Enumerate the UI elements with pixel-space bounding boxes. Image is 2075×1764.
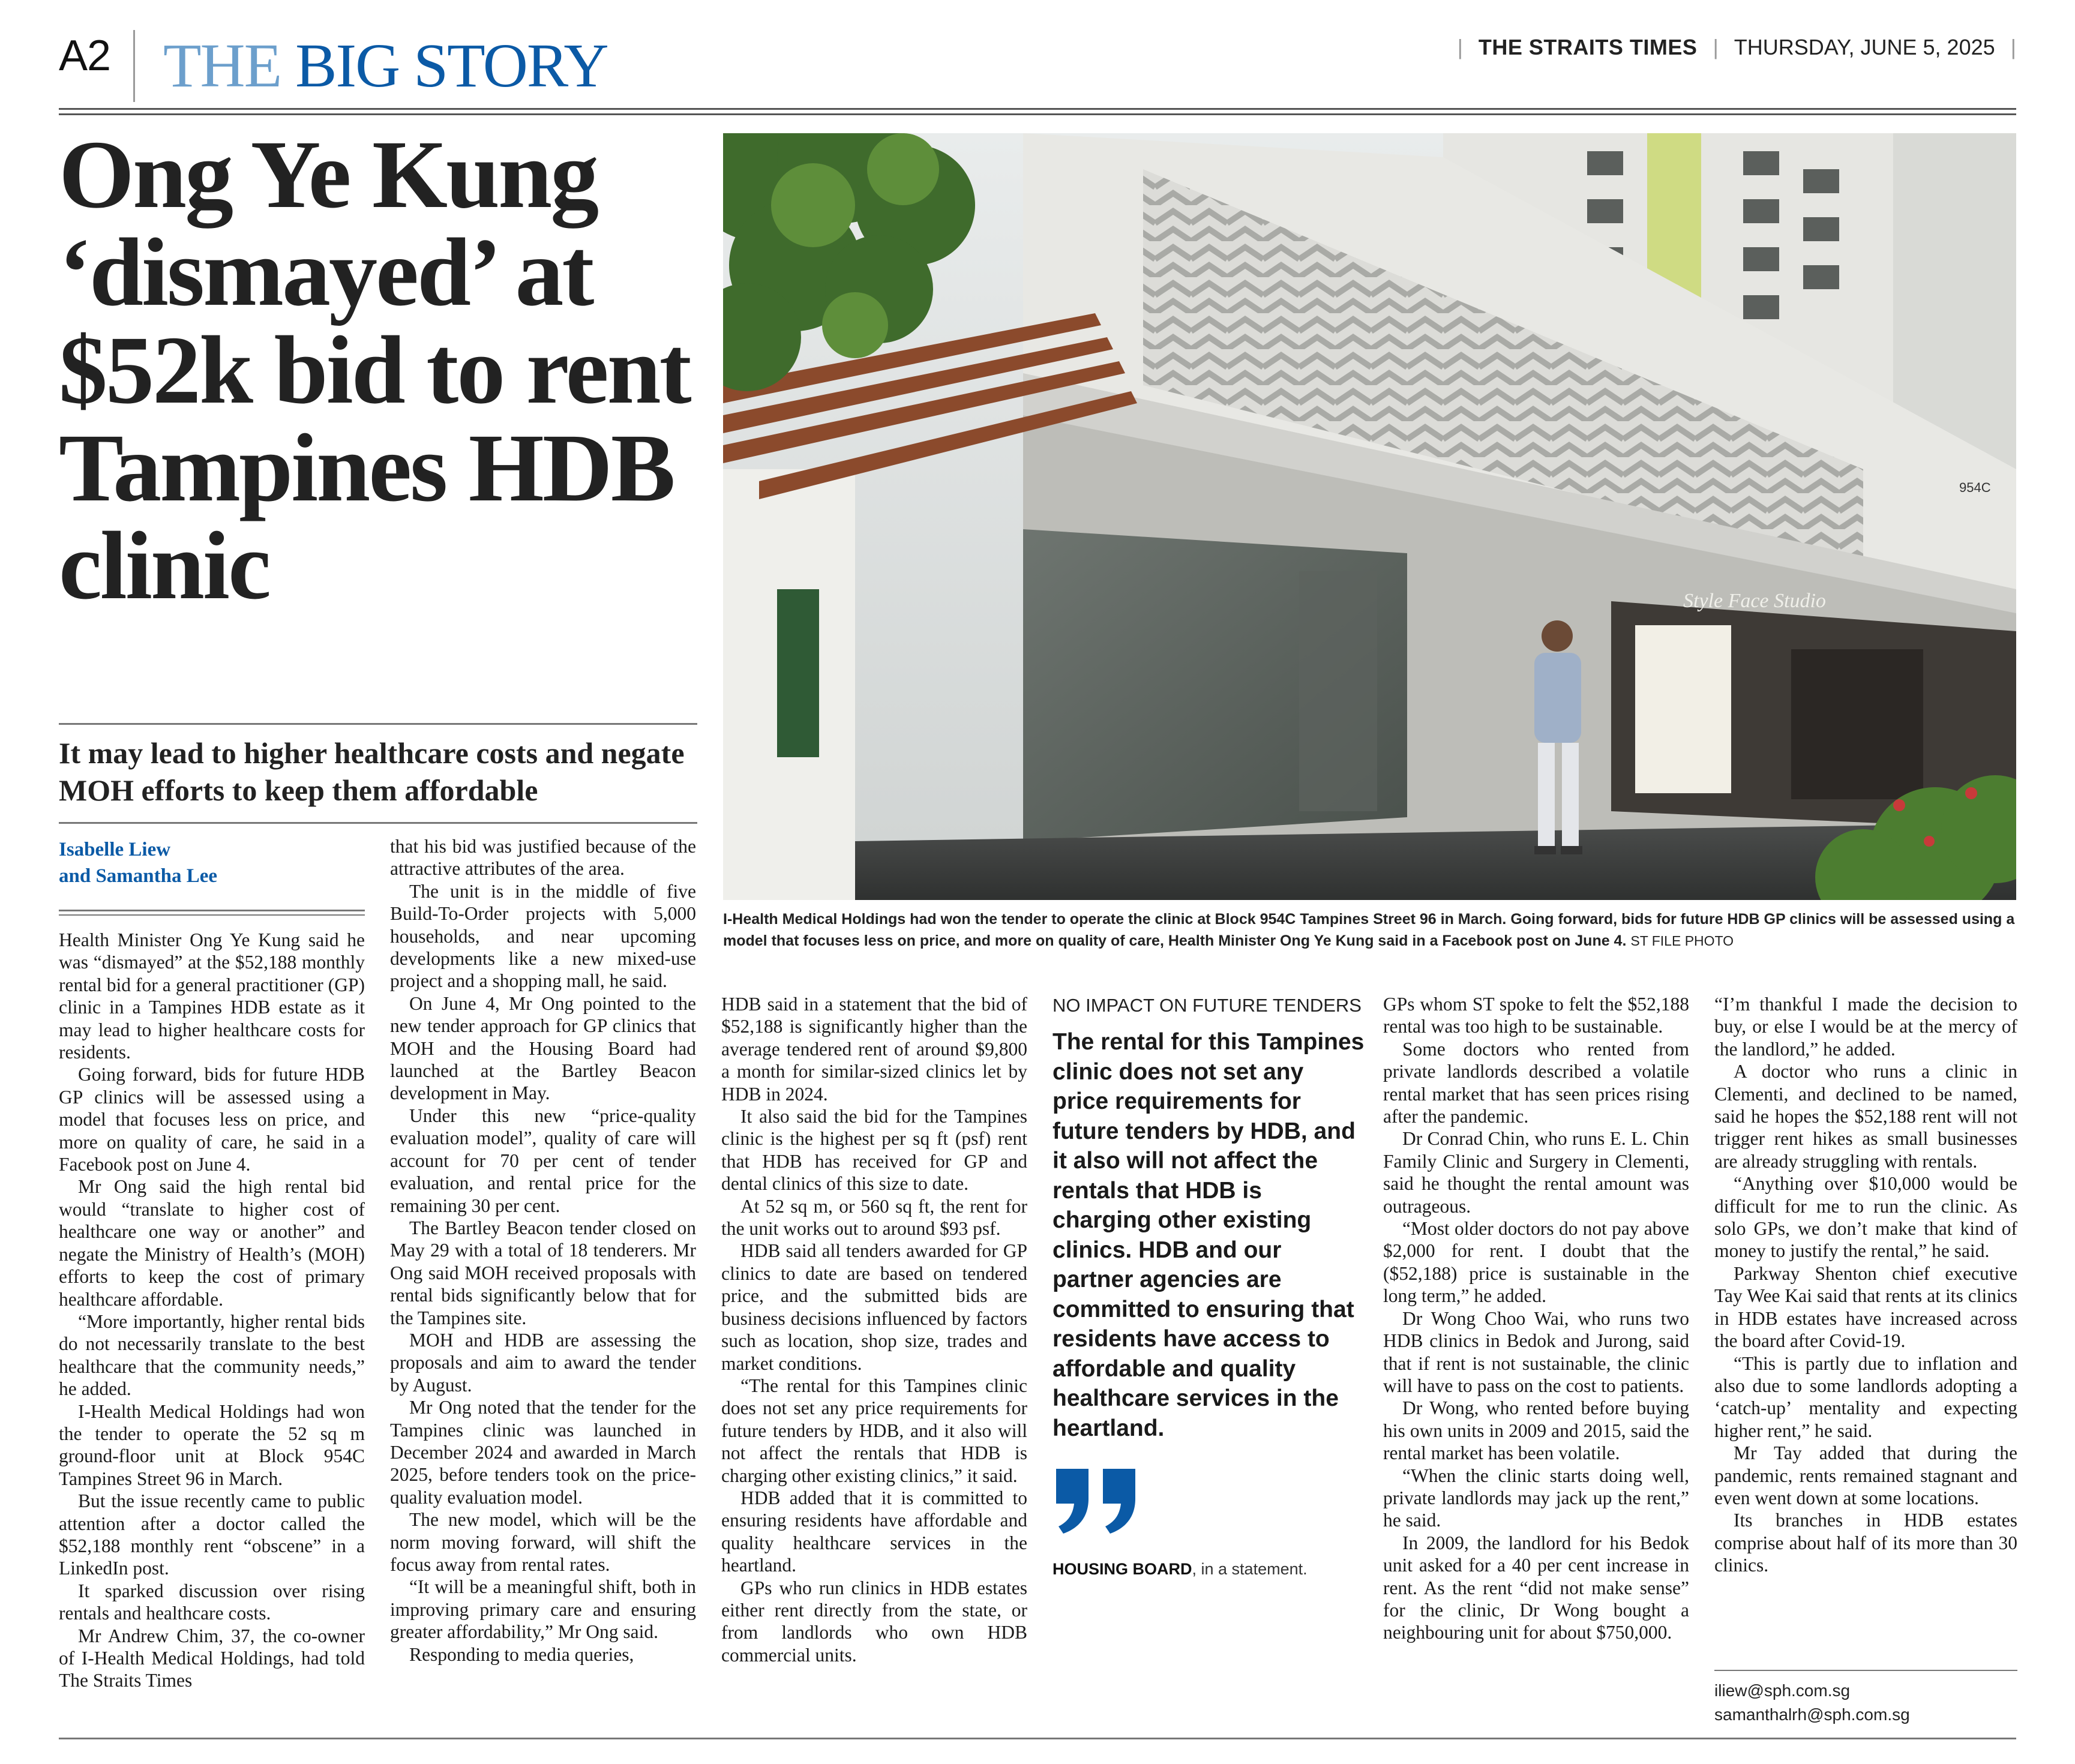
block-sign: 954C: [1959, 480, 1991, 495]
paragraph: that his bid was justified because of the attractive attributes of the area.: [390, 836, 696, 880]
quote-mark-left: [1056, 1469, 1089, 1534]
paragraph: Dr Wong Choo Wai, who runs two HDB clinics in Bedok and Jurong, said that if rent is not sustainable, the clinic will have to pass on the cost to patients.: [1383, 1307, 1689, 1396]
paragraph: HDB said all tenders awarded for GP clinics to date are based on tendered price, and the submitted bids are business decisions influenced by factors such as location, shop size, trades and market conditions.: [721, 1240, 1027, 1374]
pullquote-text: The rental for this Tampines clinic does not set any price requirements for future tenders by HDB, and it also will not affect the rentals that HDB is charging other existing clinics. HDB and our partner agencies are committed to ensuring that residents have access to affordable and quality healthcare services in the heartland.: [1053, 1029, 1365, 1441]
quote-mark-icon: [1051, 1464, 1141, 1536]
paragraph: “I’m thankful I made the decision to buy, or else I would be at the mercy of the landlord,” he added.: [1714, 994, 2017, 1060]
paragraph: Mr Ong said the high rental bid would “translate to higher cost of healthcare one way or another” and negate the Ministry of Health’s (MOH) efforts to keep the cost of primary healthcare affordable.: [59, 1176, 365, 1310]
byline-author-1: Isabelle Liew: [59, 839, 171, 860]
article-column-3: [721, 993, 1027, 1666]
paragraph: “It will be a meaningful shift, both in improving primary care and ensuring greater affordability,” Mr Ong said.: [390, 1576, 696, 1643]
paragraph: Parkway Shenton chief executive Tay Wee Kai said that rents at its clinics in HDB estates have increased across the board after Covid-19.: [1714, 1262, 2017, 1352]
paragraph: On June 4, Mr Ong pointed to the new tender approach for GP clinics that MOH and the Housing Board had launched at the Bartley Beacon development in May.: [390, 992, 696, 1104]
paragraph: Health Minister Ong Ye Kung said he was “dismayed” at the $52,188 monthly rental bid for a general practitioner (GP) clinic in a Tampines HDB estate as it may lead to higher healthcare costs for residents.: [59, 929, 365, 1063]
paragraph: But the issue recently came to public attention after a doctor called the $52,188 monthly rent “obscene” in a LinkedIn post.: [59, 1490, 365, 1579]
author-emails: [1714, 1679, 1910, 1727]
section-prefix: THE: [163, 31, 296, 100]
article-photo: [723, 133, 2016, 900]
shop-sign: Style Face Studio: [1683, 590, 1826, 612]
section-name: BIG STORY: [295, 31, 608, 100]
byline-author-2: and Samantha Lee: [59, 865, 218, 887]
email-rule: [1714, 1670, 2017, 1671]
byline-rule: [59, 910, 365, 916]
email-link[interactable]: samanthalrh@sph.com.sg: [1714, 1705, 1910, 1724]
paragraph: Dr Wong, who rented before buying his own units in 2009 and 2015, said the rental market has been volatile.: [1383, 1397, 1689, 1464]
paragraph: “The rental for this Tampines clinic does not set any price requirements for future tenders by HDB, and it also will not affect the rentals that HDB is charging other existing clinics,” it said.: [721, 1375, 1027, 1486]
paragraph: The Bartley Beacon tender closed on May 29 with a total of 18 tenderers. Mr Ong said MOH received proposals with rental bids significantly below that for the Tampines site.: [390, 1217, 696, 1328]
publication-name: THE STRAITS TIMES: [1478, 35, 1698, 59]
paragraph: It also said the bid for the Tampines clinic is the highest per sq ft (psf) rent that HDB has received for GP and dental clinics of this size to date.: [721, 1106, 1027, 1195]
paragraph: MOH and HDB are assessing the proposals and aim to award the tender by August.: [390, 1329, 696, 1396]
paragraph: The unit is in the middle of five Build-To-Order projects with 5,000 households, and near upcoming developments like a new mixed-use project and a shopping mall, he said.: [390, 880, 696, 992]
paragraph: In 2009, the landlord for his Bedok unit asked for a 40 per cent increase in rent. As the rent “did not make sense” for the clinic, Dr Wong bought a neighbouring unit for about $750,000.: [1383, 1532, 1689, 1643]
footer-rule: [59, 1738, 2016, 1739]
paragraph: A doctor who runs a clinic in Clementi, and declined to be named, said he hopes the $52,188 rent will not trigger rent hikes as small businesses are already struggling with rentals.: [1714, 1061, 2017, 1172]
pullquote-attribution: [1053, 1560, 1308, 1579]
deck-rule-top: [59, 723, 697, 725]
article-column-2: [390, 835, 696, 1666]
paragraph: “Most older doctors do not pay above $2,000 for rent. I doubt that the ($52,188) price is sustainable in the long term,” he added.: [1383, 1218, 1689, 1307]
photo-caption: [723, 908, 2016, 952]
page-digit: 2: [87, 32, 111, 80]
masthead: [1458, 35, 2016, 60]
masthead-separator: |: [1713, 35, 1719, 59]
paragraph: At 52 sq m, or 560 sq ft, the rent for the unit works out to around $93 psf.: [721, 1195, 1027, 1240]
paragraph: “This is partly due to inflation and also due to some landlords adopting a ‘catch-up’ mentality and expecting higher rent,” he said.: [1714, 1352, 2017, 1441]
headline: Ong Ye Kung ‘dismayed’ at $52k bid to rent Tampines HDB clinic: [59, 121, 690, 620]
paragraph: GPs whom ST spoke to felt the $52,188 rental was too high to be sustainable.: [1383, 994, 1689, 1037]
paragraph: I-Health Medical Holdings had won the tender to operate the 52 sq m ground-floor unit at Block 954C Tampines Street 96 in March.: [59, 1400, 365, 1489]
article-column-1: [59, 929, 365, 1692]
paragraph: Some doctors who rented from private landlords described a volatile rental market that has seen prices rising after the pandemic.: [1383, 1038, 1689, 1127]
page-letter: A: [59, 32, 88, 80]
byline: [59, 836, 217, 889]
masthead-separator: |: [2010, 35, 2016, 59]
article-column-6: [1714, 993, 2017, 1577]
page-number: [59, 31, 110, 80]
article-column-5: [1383, 993, 1689, 1644]
paragraph: Going forward, bids for future HDB GP clinics will be assessed using a model that focuses less on price, and more on quality of care, he said in a Facebook post on June 4.: [59, 1064, 365, 1175]
paragraph: HDB added that it is committed to ensuring residents have affordable and quality healthcare services in the heartland.: [721, 1487, 1027, 1576]
paragraph: The new model, which will be the norm moving forward, will shift the focus away from rental rates.: [390, 1509, 696, 1575]
paragraph: Mr Andrew Chim, 37, the co-owner of I-Health Medical Holdings, had told The Straits Times: [59, 1625, 365, 1691]
header-rule: [59, 108, 2016, 115]
publication-date: THURSDAY, JUNE 5, 2025: [1734, 35, 1995, 59]
deck-rule-bottom: [59, 822, 697, 824]
paragraph: Its branches in HDB estates comprise about half of its more than 30 clinics.: [1714, 1510, 2017, 1576]
email-link[interactable]: iliew@sph.com.sg: [1714, 1681, 1851, 1700]
quote-mark-right: [1103, 1469, 1135, 1534]
paragraph: GPs who run clinics in HDB estates either rent directly from the state, or from landlords who own HDB commercial units.: [721, 1577, 1027, 1666]
photo-credit: ST FILE PHOTO: [1630, 933, 1734, 949]
paragraph: Responding to media queries,: [409, 1643, 634, 1665]
section-title: [163, 30, 608, 101]
paragraph: HDB said in a statement that the bid of $52,188 is significantly higher than the average tendered rent of around $9,800 a month for similar-sized clinics let by HDB in 2024.: [721, 994, 1027, 1105]
paragraph: Under this new “price-quality evaluation model”, quality of care will account for 70 per cent of tender evaluation, and rental price for the remaining 30 per cent.: [390, 1105, 696, 1216]
pullquote-label: NO IMPACT ON FUTURE TENDERS: [1053, 995, 1362, 1016]
paragraph: It sparked discussion over rising rentals and healthcare costs.: [59, 1580, 365, 1624]
paragraph: “Anything over $10,000 would be difficult for me to run the clinic. As solo GPs, we don’t make that kind of money to justify the rental,” he said.: [1714, 1173, 2017, 1262]
paragraph: Mr Ong noted that the tender for the Tampines clinic was launched in December 2024 and awarded in March 2025, before tenders took on the price-quality evaluation model.: [390, 1397, 696, 1508]
caption-text: I-Health Medical Holdings had won the tender to operate the clinic at Block 954C Tampines Street 96 in March. Going forward, bids for future HDB GP clinics will be assessed using a model that focuses less on price, and more on quality of care, Health Minister Ong Ye Kung said in a Facebook post on June 4.: [723, 911, 2015, 949]
attribution-rest: , in a statement.: [1192, 1560, 1308, 1578]
paragraph: Dr Conrad Chin, who runs E. L. Chin Family Clinic and Surgery in Clementi, said he thought the rental amount was outrageous.: [1383, 1128, 1689, 1217]
masthead-separator: |: [1457, 35, 1463, 59]
paragraph: Mr Tay added that during the pandemic, rents remained stagnant and even went down at some locations.: [1714, 1442, 2017, 1508]
attribution-name: HOUSING BOARD: [1053, 1560, 1192, 1578]
paragraph: “More importantly, higher rental bids do not necessarily translate to the best healthcare that the community needs,” he added.: [59, 1310, 365, 1400]
deck: It may lead to higher healthcare costs and negate MOH efforts to keep them affordable: [59, 736, 685, 807]
header-divider: [133, 30, 135, 102]
paragraph: “When the clinic starts doing well, private landlords may jack up the rent,” he said.: [1383, 1465, 1689, 1531]
